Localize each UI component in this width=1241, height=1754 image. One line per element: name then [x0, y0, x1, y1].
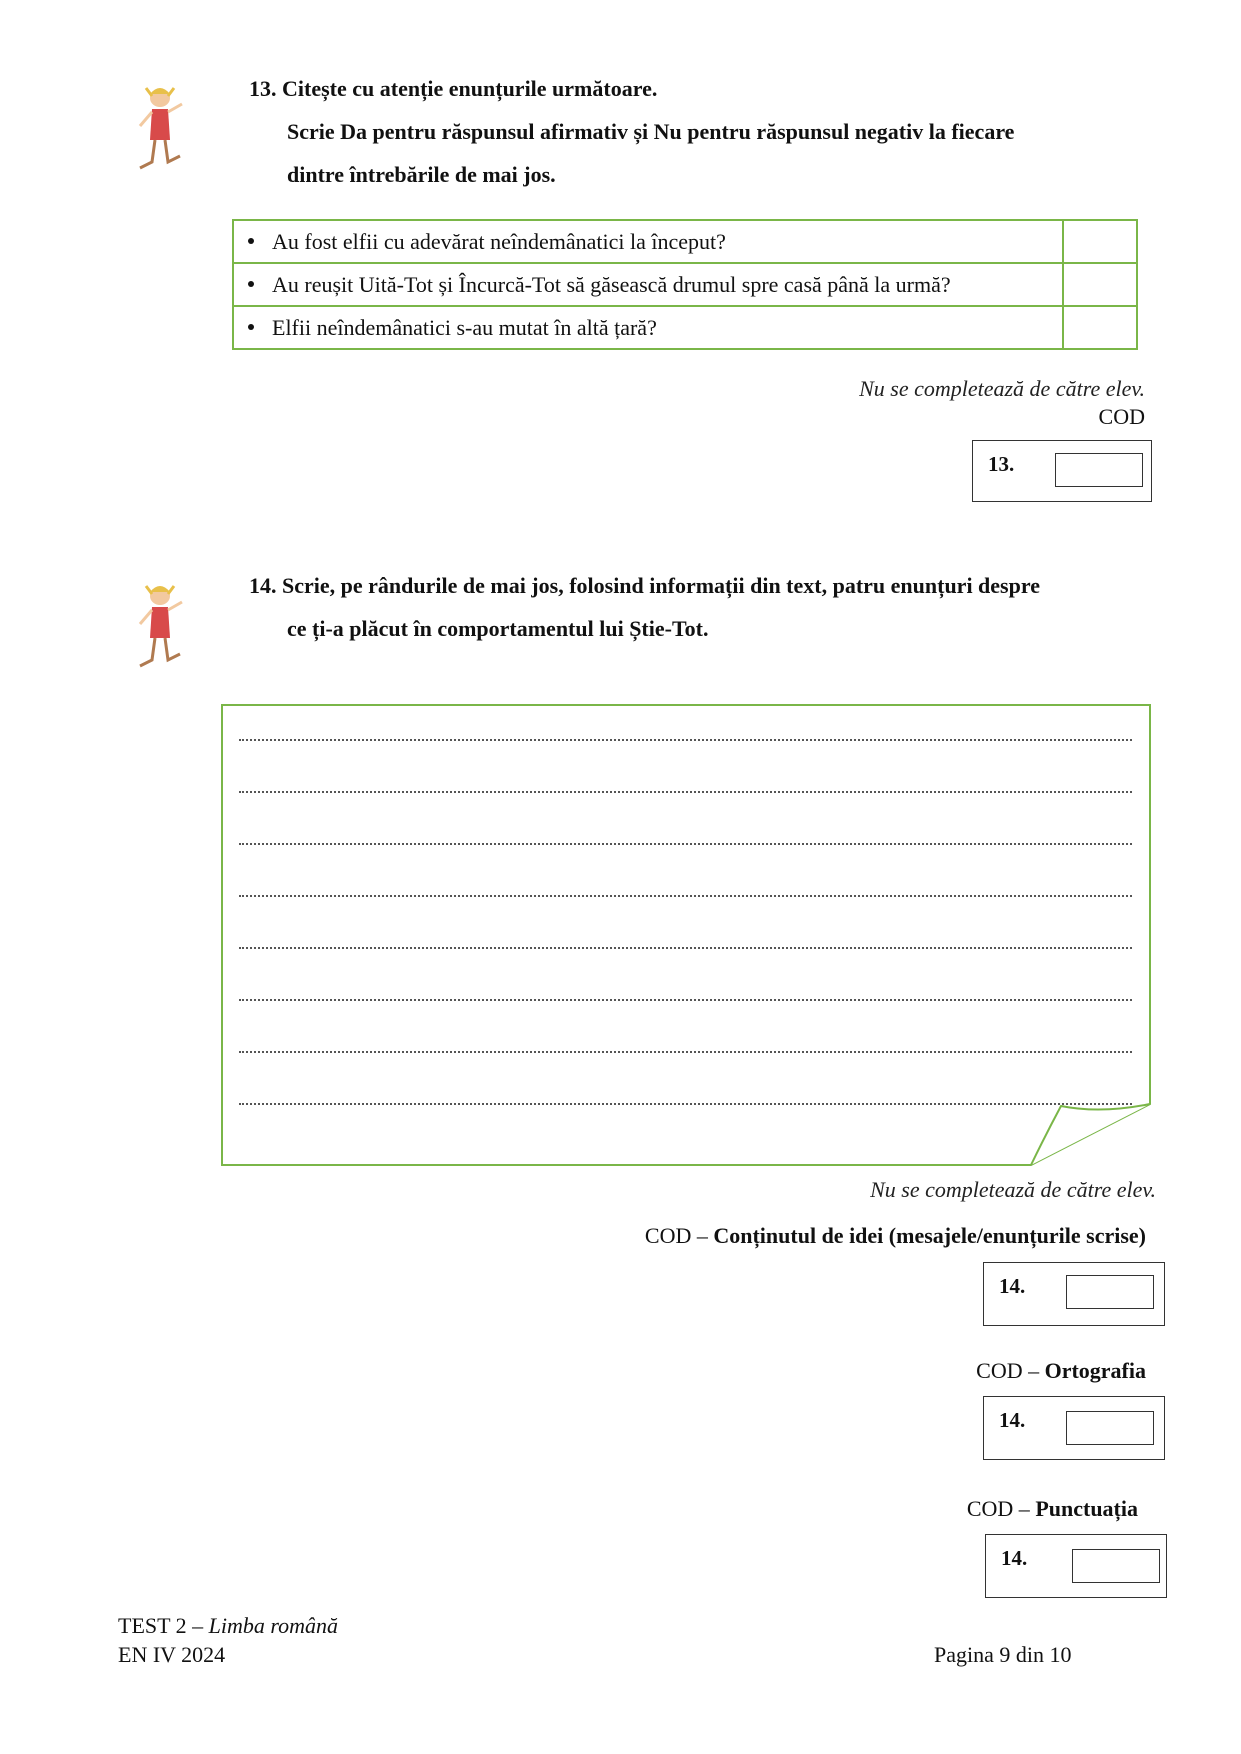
- page-number: Pagina 9 din 10: [934, 1642, 1072, 1667]
- bullet-icon: [248, 238, 254, 244]
- answer-line[interactable]: [239, 791, 1132, 793]
- question-13-instruction-line1: Scrie Da pentru răspunsul afirmativ și Nu pentru răspunsul negativ la fiecare: [287, 119, 1015, 144]
- cod-box-14-spelling: [983, 1396, 1165, 1460]
- answer-line[interactable]: [239, 999, 1132, 1001]
- question-13-item: Au fost elfii cu adevărat neîndemânatici la început?: [272, 228, 726, 254]
- elf-illustration: [130, 580, 190, 672]
- question-13-item: Elfii neîndemânatici s-au mutat în altă țară?: [272, 314, 657, 340]
- question-13-instruction-line2: dintre întrebările de mai jos.: [287, 162, 556, 187]
- cod-spelling-label: COD – Ortografia: [976, 1358, 1146, 1383]
- question-13-item: Au reușit Uită-Tot și Încurcă-Tot să găsească drumul spre casă până la urmă?: [272, 271, 951, 297]
- elf-illustration: [130, 82, 190, 174]
- score-field[interactable]: [1066, 1411, 1154, 1445]
- question-13-table: [232, 219, 1138, 350]
- cod-label: COD: [1098, 404, 1145, 429]
- footer-session: EN IV 2024: [118, 1642, 226, 1667]
- cod-box-14-content: [983, 1262, 1165, 1326]
- answer-line[interactable]: [239, 1051, 1132, 1053]
- bullet-icon: [248, 281, 254, 287]
- cod-box-number: 14.: [1001, 1546, 1028, 1570]
- score-field[interactable]: [1072, 1549, 1160, 1583]
- answer-line[interactable]: [239, 895, 1132, 897]
- page-curl-border: [221, 704, 1151, 1166]
- table-row: [233, 220, 1137, 263]
- footer-test-title: TEST 2 – Limba română: [118, 1613, 339, 1638]
- cod-box-13: [972, 440, 1152, 502]
- score-field[interactable]: [1066, 1275, 1154, 1309]
- cod-content-label: COD – Conținutul de idei (mesajele/enunțurile scrise): [644, 1223, 1146, 1248]
- table-row: [233, 263, 1137, 306]
- answer-line[interactable]: [239, 947, 1132, 949]
- teacher-only-note: Nu se completează de către elev.: [870, 1177, 1156, 1202]
- answer-writing-area[interactable]: [221, 704, 1151, 1166]
- cod-box-14-punctuation: [985, 1534, 1167, 1598]
- question-14-line1: 14. Scrie, pe rândurile de mai jos, folosind informații din text, patru enunțuri despre: [249, 573, 1040, 598]
- question-13-title: 13. Citește cu atenție enunțurile următoare.: [249, 76, 658, 101]
- answer-cell[interactable]: [1063, 263, 1137, 306]
- cod-box-number: 14.: [999, 1274, 1026, 1298]
- table-row: [233, 306, 1137, 349]
- answer-cell[interactable]: [1063, 220, 1137, 263]
- question-14-line2: ce ți-a plăcut în comportamentul lui Știe-Tot.: [287, 616, 709, 641]
- answer-line[interactable]: [239, 843, 1132, 845]
- cod-punctuation-label: COD – Punctuația: [966, 1496, 1138, 1521]
- score-field[interactable]: [1055, 453, 1143, 487]
- cod-box-number: 13.: [988, 452, 1015, 476]
- bullet-icon: [248, 324, 254, 330]
- teacher-only-note: Nu se completează de către elev.: [859, 376, 1145, 401]
- answer-line[interactable]: [239, 1103, 1132, 1105]
- answer-line[interactable]: [239, 739, 1132, 741]
- answer-cell[interactable]: [1063, 306, 1137, 349]
- cod-box-number: 14.: [999, 1408, 1026, 1432]
